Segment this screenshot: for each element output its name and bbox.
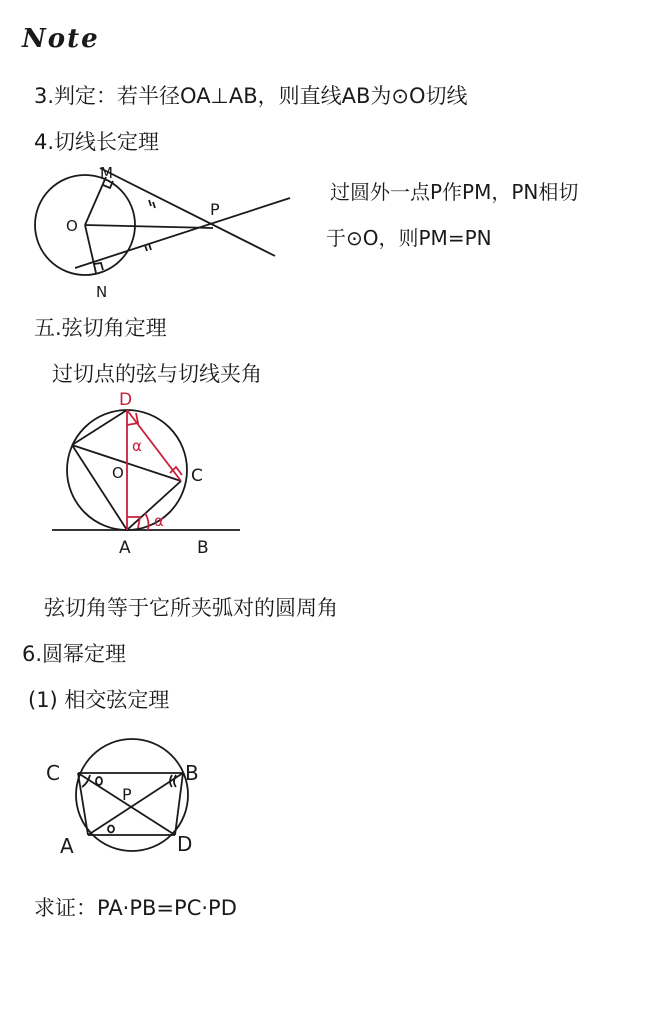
- label-alpha-d: α: [132, 437, 142, 455]
- label-alpha-a: α: [154, 512, 164, 530]
- intersecting-chords-diagram: [40, 735, 230, 865]
- label-m: M: [100, 164, 113, 182]
- angle-mark-a: [108, 826, 114, 833]
- tangent-length-heading: 4.切线长定理: [34, 130, 160, 154]
- tangent-length-desc-line1: 过圆外一点P作PM，PN相切: [330, 180, 579, 204]
- chord-tangent-heading: 五.弦切角定理: [34, 316, 167, 340]
- tick-mark-pm: [149, 200, 151, 206]
- chord-cd: [78, 773, 175, 835]
- chord-a-left: [72, 445, 127, 530]
- label-o: O: [112, 464, 124, 482]
- label-d: D: [177, 832, 193, 856]
- radius-on: [85, 225, 96, 273]
- label-o: O: [66, 217, 78, 235]
- label-a: A: [119, 538, 131, 558]
- judgment-rule: 3.判定：若半径OA⊥AB，则直线AB为⊙O切线: [34, 84, 468, 108]
- label-c: C: [191, 466, 203, 486]
- tick-mark-pn: [145, 245, 147, 251]
- tangent-length-desc-line2: 于⊙O，则PM=PN: [326, 226, 492, 250]
- label-b: B: [185, 761, 199, 785]
- label-b: B: [197, 538, 209, 558]
- intersecting-chords-heading: (1) 相交弦定理: [28, 688, 170, 712]
- angle-mark-c: [96, 777, 102, 785]
- tick-mark-pn-2: [149, 244, 151, 250]
- page-title: Note: [22, 24, 100, 54]
- chord-tangent-statement: 弦切角等于它所夹弧对的圆周角: [44, 596, 338, 620]
- right-angle-mark-a: [127, 517, 140, 528]
- label-p: P: [122, 785, 132, 804]
- label-d: D: [119, 390, 133, 410]
- angle-mark-d: [127, 413, 138, 425]
- radius-om: [85, 177, 106, 225]
- chord-tangent-definition: 过切点的弦与切线夹角: [52, 362, 262, 386]
- arc-mark-b-2: [174, 775, 176, 787]
- label-a: A: [60, 834, 74, 858]
- chord-d-left: [72, 410, 127, 445]
- label-c: C: [46, 761, 60, 785]
- prove-statement: 求证：PA·PB=PC·PD: [34, 896, 237, 920]
- label-p: P: [210, 200, 220, 219]
- label-n: N: [96, 283, 108, 301]
- segment-op: [85, 225, 213, 228]
- tick-mark-pm-2: [153, 202, 155, 208]
- circle-power-heading: 6.圆幂定理: [22, 642, 127, 666]
- chord-tangent-diagram: [50, 385, 270, 560]
- tangent-length-diagram: [0, 160, 300, 300]
